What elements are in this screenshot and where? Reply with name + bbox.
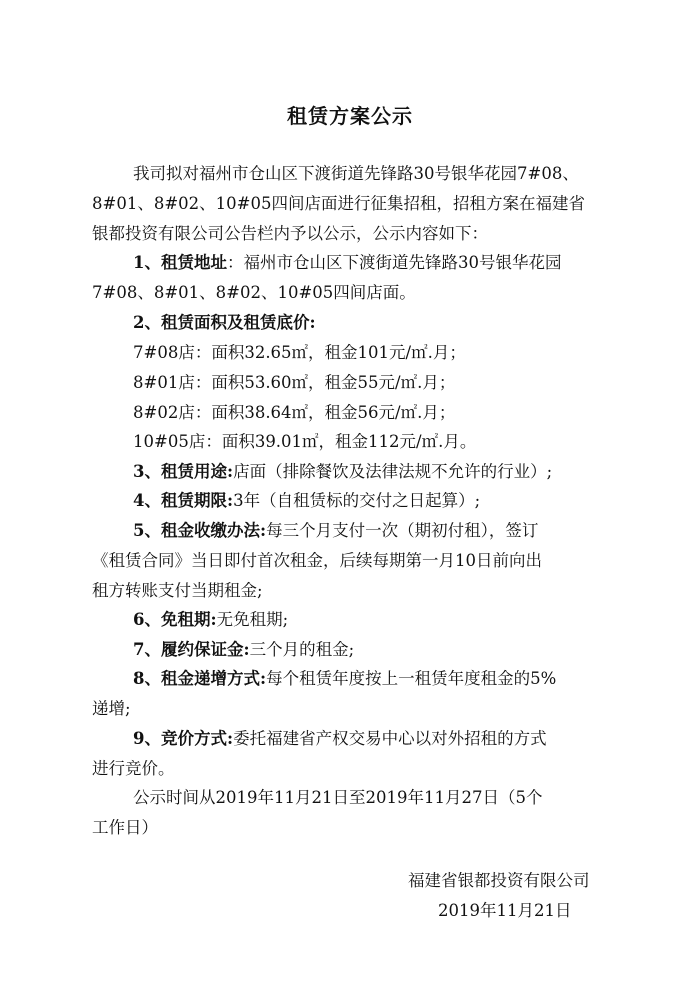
item-2-label (133, 313, 633, 333)
signature-date: 2019年11月21日 (438, 901, 572, 920)
item-1-line-1 (133, 253, 633, 273)
item-5-label: 5、租金收缴办法: (133, 521, 267, 540)
shop-line: 8#01店：面积53.60㎡，租金55元/㎡.月； (133, 373, 456, 392)
item-3-line (133, 462, 633, 482)
item-4-line (133, 491, 633, 511)
item-3-text: 店面（排除餐饮及法律法规不允许的行业）; (233, 462, 553, 481)
item-9-line-1 (133, 729, 633, 749)
item-9-line-2: 进行竞价。 (92, 759, 175, 778)
item-1-text: ：福州市仓山区下渡街道先锋路30号银华花园 (226, 253, 562, 272)
item-9-text: 委托福建省产权交易中心以对外招租的方式 (233, 729, 547, 748)
item-6-line (133, 610, 633, 630)
item-1-label: 1、租赁地址 (133, 253, 227, 272)
item-1-line-2: 7#08、8#01、8#02、10#05四间店面。 (92, 283, 416, 302)
item-8-text: 每个租赁年度按上一租赁年度租金的5% (266, 669, 557, 688)
shop-line: 7#08店：面积32.65㎡，租金101元/㎡.月； (133, 343, 466, 362)
item-6-text: 无免租期; (216, 610, 289, 629)
notice-line-1: 公示时间从2019年11月21日至2019年11月27日（5个 (133, 788, 543, 807)
shop-line: 8#02店：面积38.64㎡，租金56元/㎡.月； (133, 403, 456, 422)
signature-company: 福建省银都投资有限公司 (408, 871, 590, 890)
item-8-line-2: 递增; (92, 699, 131, 718)
item-7-text: 三个月的租金; (249, 640, 355, 659)
notice-line-2: 工作日） (92, 818, 158, 837)
item-5-text: 每三个月支付一次（期初付租），签订 (266, 521, 539, 540)
item-5-line-2: 《租赁合同》当日即付首次租金，后续每期第一月10日前向出 (92, 551, 542, 570)
item-2-label-text: 2、租赁面积及租赁底价: (133, 313, 316, 332)
item-5-line-1 (133, 521, 633, 541)
item-4-text: 3年（自租赁标的交付之日起算）; (233, 491, 481, 510)
item-7-label: 7、履约保证金: (133, 640, 250, 659)
item-9-label: 9、竞价方式: (133, 729, 234, 748)
intro-line-2: 8#01、8#02、10#05四间店面进行征集招租，招租方案在福建省 (92, 194, 585, 213)
item-8-line-1 (133, 669, 633, 689)
item-7-line (133, 640, 633, 660)
shop-line: 10#05店：面积39.01㎡，租金112元/㎡.月。 (133, 432, 477, 451)
item-8-label: 8、租金递增方式: (133, 669, 267, 688)
intro-line-1: 我司拟对福州市仓山区下渡街道先锋路30号银华花园7#08、 (133, 164, 579, 183)
document-title: 租赁方案公示 (287, 104, 413, 128)
item-5-line-3: 租方转账支付当期租金; (92, 581, 263, 600)
item-4-label: 4、租赁期限: (133, 491, 234, 510)
intro-line-3: 银都投资有限公司公告栏内予以公示，公示内容如下： (92, 224, 488, 243)
item-3-label: 3、租赁用途: (133, 462, 234, 481)
item-6-label: 6、免租期: (133, 610, 217, 629)
